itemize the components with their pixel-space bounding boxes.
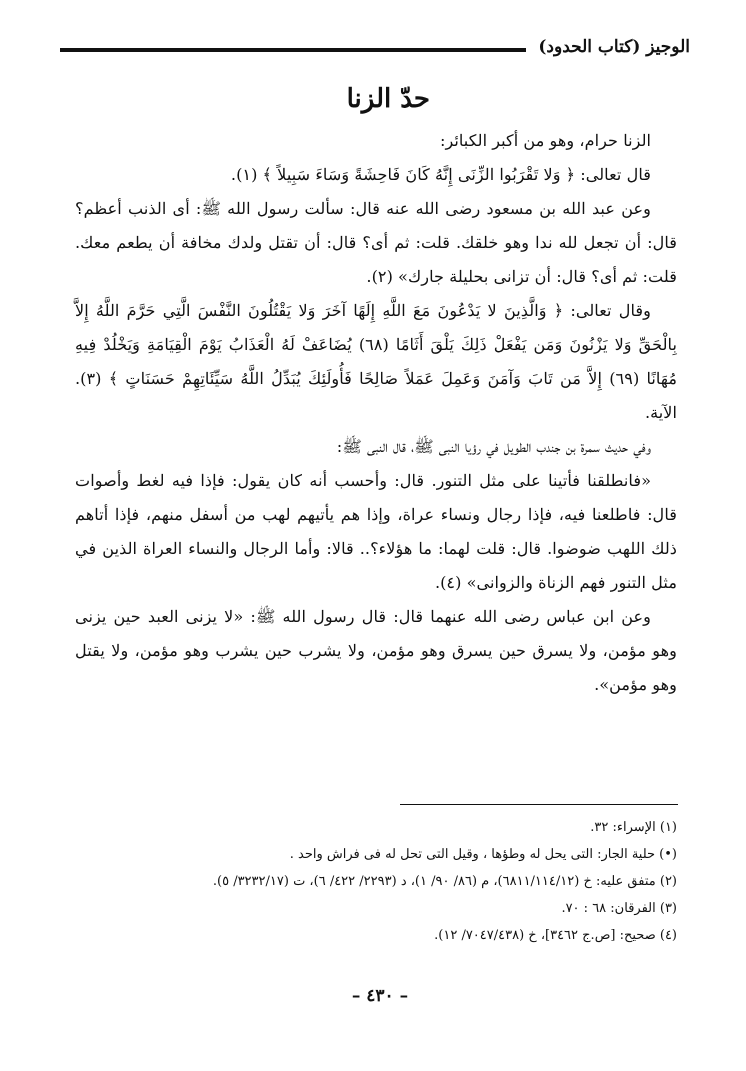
running-header <box>60 34 690 60</box>
footnote-note: (•) حلية الجار: التى يحل له وطؤها ، وقيل التى تحل له فى فراش واحد . <box>289 847 677 862</box>
paragraph-intro: الزنا حرام، وهو من أكبر الكبائر: <box>439 131 651 150</box>
paragraph-quran-isra: قال تعالى: ﴿ وَلا تَقْرَبُوا الزِّنَى إِنَّهُ كَانَ فَاحِشَةً وَسَاءَ سَبِيلاً ﴾ (١). <box>230 165 651 184</box>
footnote-1: (١) الإسراء: ٣٢. <box>590 820 677 835</box>
paragraph-samura-intro: وفي حديث سمرة بن جندب الطويل في رؤيا النبى ﷺ، قال النبى ﷺ: <box>336 437 651 456</box>
footnote-4: (٤) صحيح: [ص.ج ٣٤٦٢]، خ (٧٠٤٧/٤٣٨/ ١٢). <box>434 928 677 943</box>
page-number: – ٤٣٠ – <box>351 986 409 1006</box>
section-title: حدّ الزنا <box>346 84 430 114</box>
paragraph-samura-hadith: «فانطلقنا فأتينا على مثل التنور. قال: وأحسب أنه كان يقول: فإذا فيه لغط وأصوات قال: فاطلعنا فيه، فإذا رجال ونساء عراة، وإذا هم يأتيهم لهب من أسفل منهم، فإذا أتاهم ذلك اللهب ضوضوا. قال: قلت لهما: ما هؤلاء؟.. قالا: وأما الرجال والنساء العراة الذين في مثل التنور فهم الزناة والزوانى» (٤). <box>75 471 677 592</box>
main-text <box>75 124 677 702</box>
paragraph-ibn-abbas: وعن ابن عباس رضى الله عنهما قال: قال رسول الله ﷺ: «لا يزنى العبد حين يزنى وهو مؤمن، ولا يسرق حين يسرق وهو مؤمن، ولا يشرب حين يشرب وهو مؤمن، ولا يقتل وهو مؤمن». <box>75 607 677 694</box>
footnote-3: (٣) الفرقان: ٦٨ : ٧٠. <box>561 901 677 916</box>
paragraph-hadith-ibn-masud: وعن عبد الله بن مسعود رضى الله عنه قال: سألت رسول الله ﷺ: أى الذنب أعظم؟ قال: أن تجعل لله ندا وهو خلقك. قلت: ثم أى؟ قال: أن تقتل ولدك مخافة أن يطعم معك. قلت: ثم أى؟ قال: أن تزانى بحليلة جارك» (٢). <box>75 199 677 286</box>
running-title: الوجيز (كتاب الحدود) <box>538 37 690 57</box>
paragraph-quran-furqan: وقال تعالى: ﴿ وَالَّذِينَ لا يَدْعُونَ مَعَ اللَّهِ إِلَهًا آخَرَ وَلا يَقْتُلُونَ النَّفْسَ الَّتِي حَرَّمَ اللَّهُ إِلاَّ بِالْحَقِّ وَلا يَزْنُونَ وَمَن يَفْعَلْ ذَلِكَ يَلْقَ أَثَامًا (٦٨) يُضَاعَفْ لَهُ الْعَذَابُ يَوْمَ الْقِيَامَةِ وَيَخْلُدْ فِيهِ مُهَانًا (٦٩) إِلاَّ مَن تَابَ وَآمَنَ وَعَمِلَ عَمَلاً صَالِحًا فَأُولَئِكَ يُبَدِّلُ اللَّهُ سَيِّئَاتِهِمْ حَسَنَاتٍ ﴾ (٣). الآية. <box>75 301 677 422</box>
footnote-separator <box>400 804 678 805</box>
footnotes <box>70 814 677 949</box>
footnote-2: (٢) متفق عليه: خ (٦٨١١/١١٤/١٢)، م (٨٦/ ٩٠/ ١)، د (٢٢٩٣/ ٤٢٢/ ٦)، ت (٣٢٣٢/١٧/ ٥). <box>212 874 677 889</box>
header-rule <box>60 48 526 52</box>
